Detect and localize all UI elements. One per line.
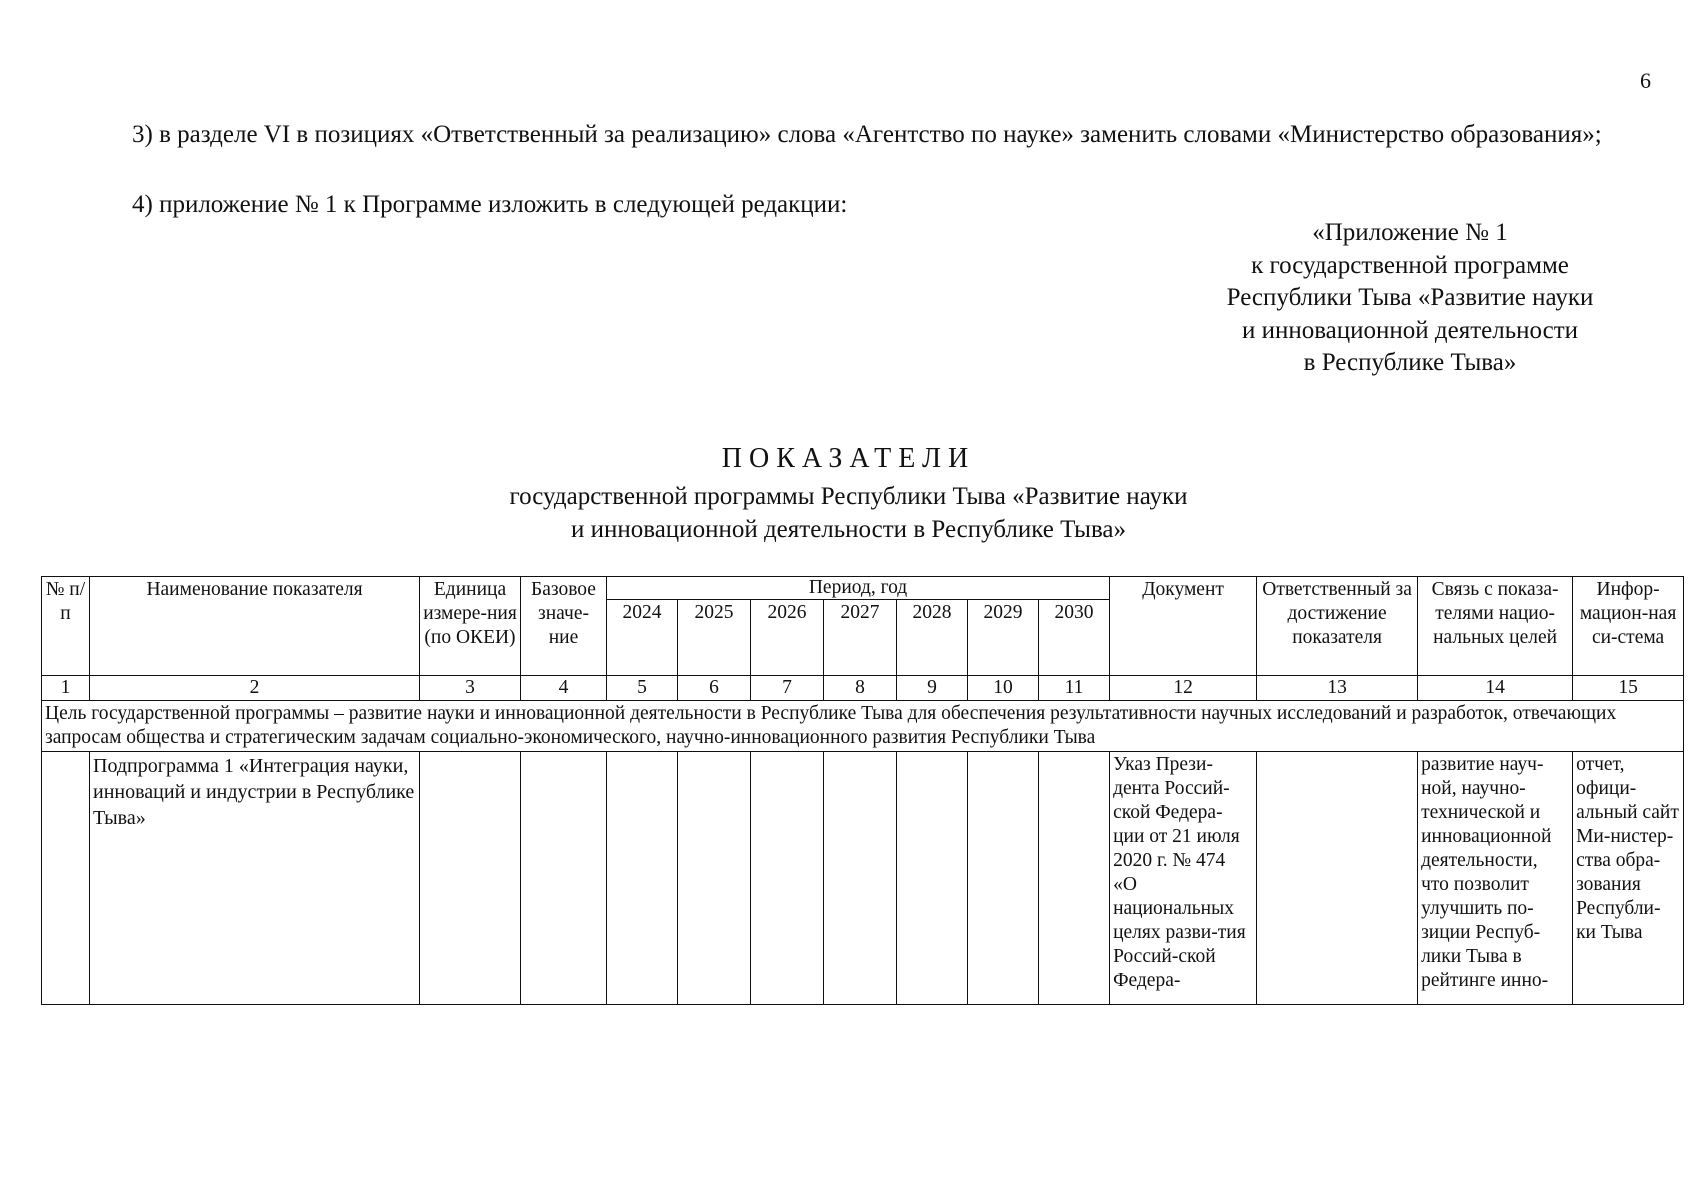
goal-text: Цель государственной программы – развитие науки и инновационной деятельности в Республике Тыва для обеспечения результативности научных исследований и разработок, отвечающих запросам общества и стратегическим задачам социально-экономического, научно-инновационного развития Республики Тыва xyxy=(42,701,1684,752)
column-number-row xyxy=(42,676,1684,701)
appendix-line: «Приложение № 1 xyxy=(1312,219,1508,246)
header-info: Инфор-мацион-ная си-стема xyxy=(1573,577,1684,676)
appendix-header xyxy=(1180,217,1640,380)
column-number: 13 xyxy=(1257,676,1418,701)
indicator-year-value xyxy=(824,752,897,1005)
row-num xyxy=(42,752,90,1005)
column-number: 5 xyxy=(607,676,678,701)
column-number: 6 xyxy=(678,676,751,701)
subtitle-line: государственной программы Республики Тыва «Развитие науки xyxy=(509,483,1188,510)
header-document: Документ xyxy=(1110,577,1257,676)
column-number: 3 xyxy=(420,676,521,701)
header-period: Период, год xyxy=(607,577,1110,600)
header-base: Базовое значе-ние xyxy=(521,577,607,676)
column-number: 8 xyxy=(824,676,897,701)
header-year: 2028 xyxy=(897,600,968,676)
column-number: 12 xyxy=(1110,676,1257,701)
indicator-national-goal-link: развитие науч-ной, научно-технической и инновационной деятельности, что позволит улучшить по-зиции Респуб-лики Тыва в рейтинге инно- xyxy=(1418,752,1573,1005)
column-number: 2 xyxy=(90,676,420,701)
indicator-year-value xyxy=(968,752,1039,1005)
indicator-year-value xyxy=(678,752,751,1005)
header-year: 2026 xyxy=(751,600,824,676)
appendix-line: и инновационной деятельности xyxy=(1241,316,1579,344)
header-num: № п/п xyxy=(42,577,90,676)
column-number: 11 xyxy=(1039,676,1110,701)
header-link: Связь с показа-телями нацио-нальных целей xyxy=(1418,577,1573,676)
header-year: 2025 xyxy=(678,600,751,676)
header-year: 2030 xyxy=(1039,600,1110,676)
indicator-year-value xyxy=(1039,752,1110,1005)
appendix-line: к государственной программе xyxy=(1251,251,1569,279)
column-number: 15 xyxy=(1573,676,1684,701)
indicators-table xyxy=(41,576,1684,1005)
column-number: 1 xyxy=(42,676,90,701)
indicator-responsible xyxy=(1257,752,1418,1005)
indicator-unit xyxy=(420,752,521,1005)
header-unit: Единица измере-ния (по ОКЕИ) xyxy=(420,577,521,676)
header-year: 2024 xyxy=(607,600,678,676)
header-responsible: Ответственный за достижение показателя xyxy=(1257,577,1418,676)
column-number: 9 xyxy=(897,676,968,701)
column-number: 7 xyxy=(751,676,824,701)
page-number: 6 xyxy=(1640,68,1651,93)
header-year: 2027 xyxy=(824,600,897,676)
document-subtitle xyxy=(0,480,1697,546)
indicator-year-value xyxy=(751,752,824,1005)
header-row xyxy=(42,577,1684,600)
indicator-document: Указ Прези-дента Россий-ской Федера-ции от 21 июля 2020 г. № 474 «О национальных целях разви-тия Россий-ской Федера- xyxy=(1110,752,1257,1005)
appendix-line: в Республике Тыва» xyxy=(1303,349,1517,376)
indicator-name: Подпрограмма 1 «Интеграция науки, инноваций и индустрии в Республике Тыва» xyxy=(90,752,420,1005)
appendix-line: Республики Тыва «Развитие науки xyxy=(1226,284,1594,311)
table-row xyxy=(42,752,1684,1005)
column-number: 4 xyxy=(521,676,607,701)
column-number: 14 xyxy=(1418,676,1573,701)
indicator-base xyxy=(521,752,607,1005)
header-year: 2029 xyxy=(968,600,1039,676)
column-number: 10 xyxy=(968,676,1039,701)
goal-row xyxy=(42,701,1684,752)
subtitle-line: и инновационной деятельности в Республике Тыва» xyxy=(570,516,1127,543)
indicator-year-value xyxy=(607,752,678,1005)
indicator-year-value xyxy=(897,752,968,1005)
paragraph-item-4: 4) приложение № 1 к Программе изложить в следующей редакции: xyxy=(132,191,848,218)
header-name: Наименование показателя xyxy=(90,577,420,676)
document-title: ПОКАЗАТЕЛИ xyxy=(721,443,976,474)
paragraph-item-3: 3) в разделе VI в позициях «Ответственный за реализацию» слова «Агентство по науке» заменить словами «Министерство образования»; xyxy=(132,121,1602,148)
indicator-info-system: отчет, офици-альный сайт Ми-нистер-ства обра-зования Республи-ки Тыва xyxy=(1573,752,1684,1005)
